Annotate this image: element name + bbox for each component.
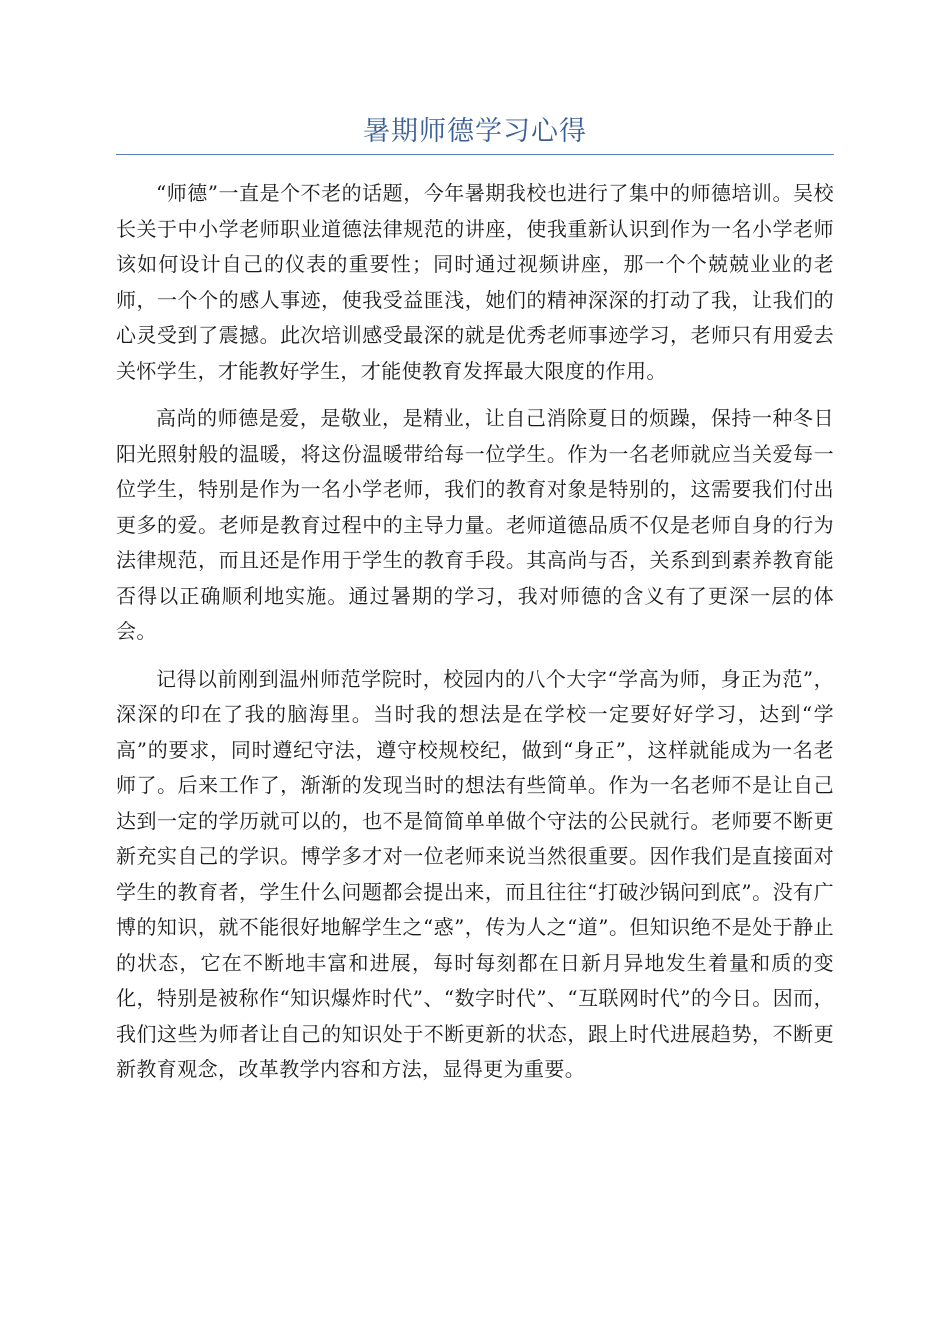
paragraph-3: 记得以前刚到温州师范学院时，校园内的八个大字“学高为师，身正为范”，深深的印在了我的脑海里。当时我的想法是在学校一定要好好学习，达到“学高”的要求，同时遵纪守法，遵守校规校纪，做到“身正”，这样就能成为一名老师了。后来工作了，渐渐的发现当时的想法有些简单。作为一名老师不是让自己达到一定的学历就可以的，也不是简简单单做个守法的公民就行。老师要不断更新充实自己的学识。博学多才对一位老师来说当然很重要。因作我们是直接面对学生的教育者，学生什么问题都会提出来，而且往往“打破沙锅问到底”。没有广博的知识，就不能很好地解学生之“惑”，传为人之“道”。但知识绝不是处于静止的状态，它在不断地丰富和进展，每时每刻都在日新月异地发生着量和质的变化，特别是被称作“知识爆炸时代”、“数字时代”、“互联网时代”的今日。因而，我们这些为师者让自己的知识处于不断更新的状态，跟上时代进展趋势，不断更新教育观念，改革教学内容和方法，显得更为重要。 bbox=[116, 666, 834, 1081]
paragraph-2: 高尚的师德是爱，是敬业，是精业，让自己消除夏日的烦躁，保持一种冬日阳光照射般的温暖，将这份温暖带给每一位学生。作为一名老师就应当关爱每一位学生，特别是作为一名小学老师，我们的教育对象是特别的，这需要我们付出更多的爱。老师是教育过程中的主导力量。老师道德品质不仅是老师自身的行为法律规范，而且还是作用于学生的教育手段。其高尚与否，关系到到素养教育能否得以正确顺利地实施。通过暑期的学习，我对师德的含义有了更深一层的体会。 bbox=[116, 406, 834, 643]
page-title: 暑期师德学习心得 bbox=[363, 116, 587, 147]
paragraph-1: “师德”一直是个不老的话题，今年暑期我校也进行了集中的师德培训。吴校长关于中小学老师职业道德法律规范的讲座，使我重新认识到作为一名小学老师该如何设计自己的仪表的重要性；同时通过视频讲座，那一个个兢兢业业的老师，一个个的感人事迹，使我受益匪浅，她们的精神深深的打动了我，让我们的心灵受到了震撼。此次培训感受最深的就是优秀老师事迹学习，老师只有用爱去关怀学生，才能教好学生，才能使教育发挥最大限度的作用。 bbox=[116, 181, 834, 383]
document-body bbox=[116, 176, 834, 1100]
title-underline bbox=[116, 154, 834, 155]
